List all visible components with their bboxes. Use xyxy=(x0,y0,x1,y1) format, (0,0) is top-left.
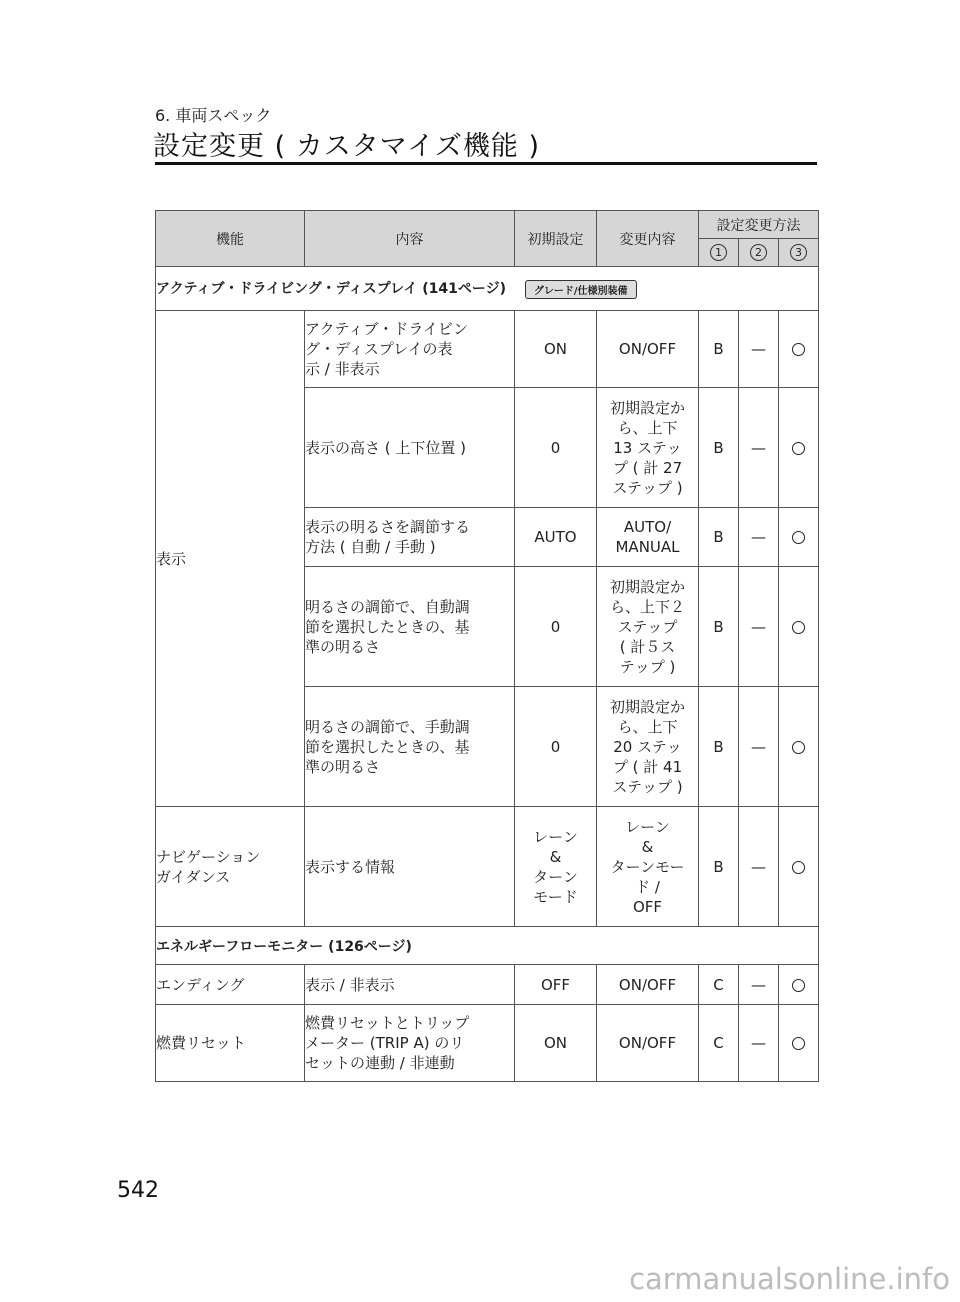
function-cell: 表示 xyxy=(156,311,305,807)
function-cell: ナビゲーション ガイダンス xyxy=(156,807,305,927)
section-row xyxy=(156,927,819,965)
initial-cell: ON xyxy=(515,1005,597,1082)
page-number: 542 xyxy=(117,1178,159,1203)
watermark: carmanualsonline.info xyxy=(629,1262,950,1296)
circle-mark-icon xyxy=(792,442,805,455)
customization-table xyxy=(155,210,819,1082)
circle-mark-icon xyxy=(792,861,805,874)
initial-cell: 0 xyxy=(515,567,597,687)
content-cell: 表示の明るさを調節する 方法 ( 自動 / 手動 ) xyxy=(305,508,515,567)
change-cell: ON/OFF xyxy=(597,965,699,1005)
method-3-cell xyxy=(779,965,819,1005)
initial-cell: ON xyxy=(515,311,597,388)
change-cell: 初期設定か ら、上下２ ステップ ( 計５ス テップ ) xyxy=(597,567,699,687)
change-cell: ON/OFF xyxy=(597,1005,699,1082)
initial-cell: AUTO xyxy=(515,508,597,567)
section-label: 6. 車両スペック xyxy=(155,106,272,125)
method-2-cell: — xyxy=(739,1005,779,1082)
circle-mark-icon xyxy=(792,531,805,544)
method-2-cell: — xyxy=(739,807,779,927)
method-3-cell xyxy=(779,567,819,687)
method-1-cell: B xyxy=(699,388,739,508)
circle-mark-icon xyxy=(792,741,805,754)
header-change: 変更内容 xyxy=(597,211,699,267)
change-cell: レーン & ターンモー ド / OFF xyxy=(597,807,699,927)
method-2-cell: — xyxy=(739,567,779,687)
header-initial: 初期設定 xyxy=(515,211,597,267)
circle-mark-icon xyxy=(792,621,805,634)
method-3-cell xyxy=(779,311,819,388)
method-1-cell: B xyxy=(699,567,739,687)
header-method-3 xyxy=(779,239,819,267)
initial-cell: 0 xyxy=(515,687,597,807)
section-title: アクティブ・ドライビング・ディスプレイ (141ページ) xyxy=(156,281,506,298)
content-cell: 表示の高さ ( 上下位置 ) xyxy=(305,388,515,508)
content-cell: 明るさの調節で、手動調 節を選択したときの、基 準の明るさ xyxy=(305,687,515,807)
method-1-cell: B xyxy=(699,508,739,567)
content-cell: 表示する情報 xyxy=(305,807,515,927)
change-cell: 初期設定か ら、上下 20 ステッ プ ( 計 41 ステップ ) xyxy=(597,687,699,807)
grade-badge: グレード/仕様別装備 xyxy=(525,280,637,299)
method-2-icon: 2 xyxy=(750,244,767,261)
circle-mark-icon xyxy=(792,343,805,356)
initial-cell: レーン & ターン モード xyxy=(515,807,597,927)
header-function: 機能 xyxy=(156,211,305,267)
header-method: 設定変更方法 xyxy=(699,211,819,239)
method-1-cell: C xyxy=(699,965,739,1005)
change-cell: AUTO/ MANUAL xyxy=(597,508,699,567)
method-3-icon: 3 xyxy=(790,244,807,261)
title-rule xyxy=(155,162,817,165)
change-cell: 初期設定か ら、上下 13 ステッ プ ( 計 27 ステップ ) xyxy=(597,388,699,508)
method-3-cell xyxy=(779,807,819,927)
initial-cell: OFF xyxy=(515,965,597,1005)
content-cell: 燃費リセットとトリップ メーター (TRIP A) のリ セットの連動 / 非連動 xyxy=(305,1005,515,1082)
content-cell: 表示 / 非表示 xyxy=(305,965,515,1005)
section-title: エネルギーフローモニター (126ページ) xyxy=(156,927,819,965)
method-2-cell: — xyxy=(739,965,779,1005)
method-3-cell xyxy=(779,1005,819,1082)
header-method-2 xyxy=(739,239,779,267)
initial-cell: 0 xyxy=(515,388,597,508)
section-row xyxy=(156,267,819,311)
method-3-cell xyxy=(779,388,819,508)
method-1-cell: C xyxy=(699,1005,739,1082)
header-content: 内容 xyxy=(305,211,515,267)
circle-mark-icon xyxy=(792,1037,805,1050)
content-cell: アクティブ・ドライビン グ・ディスプレイの表 示 / 非表示 xyxy=(305,311,515,388)
method-3-cell xyxy=(779,687,819,807)
method-2-cell: — xyxy=(739,388,779,508)
method-2-cell: — xyxy=(739,508,779,567)
method-1-cell: B xyxy=(699,311,739,388)
function-cell: エンディング xyxy=(156,965,305,1005)
table-row xyxy=(156,311,819,388)
table-row xyxy=(156,1005,819,1082)
method-3-cell xyxy=(779,508,819,567)
function-cell: 燃費リセット xyxy=(156,1005,305,1082)
method-1-icon: 1 xyxy=(710,244,727,261)
method-2-cell: — xyxy=(739,687,779,807)
page-title: 設定変更 ( カスタマイズ機能 ) xyxy=(153,131,541,162)
table-row xyxy=(156,807,819,927)
method-1-cell: B xyxy=(699,807,739,927)
method-2-cell: — xyxy=(739,311,779,388)
header-method-1 xyxy=(699,239,739,267)
content-cell: 明るさの調節で、自動調 節を選択したときの、基 準の明るさ xyxy=(305,567,515,687)
table-row xyxy=(156,965,819,1005)
change-cell: ON/OFF xyxy=(597,311,699,388)
section-cell xyxy=(156,267,819,311)
method-1-cell: B xyxy=(699,687,739,807)
circle-mark-icon xyxy=(792,979,805,992)
